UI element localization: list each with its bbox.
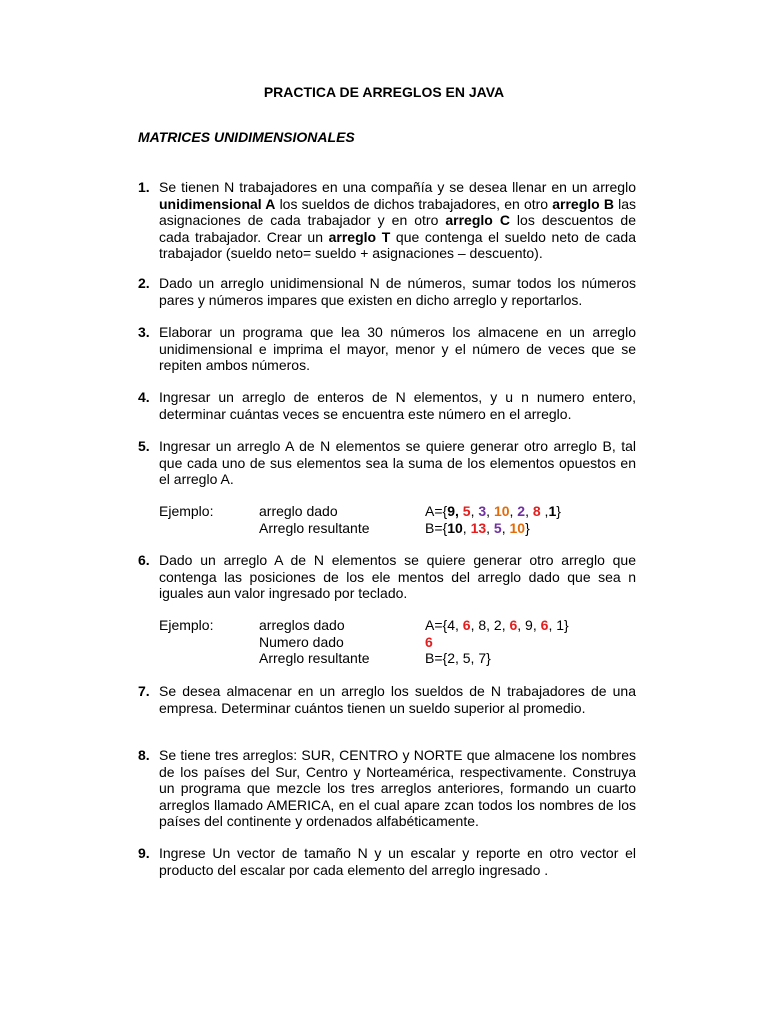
exercise-number: 7.: [138, 683, 150, 699]
exercise-6: [138, 552, 636, 602]
exercise-3: [138, 324, 636, 374]
exercise-number: 4.: [138, 389, 150, 405]
exercise-text: Dado un arreglo unidimensional N de números, sumar todos los números pares y números impares que existen en dicho arreglo y reportarlos.: [159, 275, 636, 308]
exercise-text: Ingresar un arreglo de enteros de N elementos, y u n numero entero, determinar cuántas veces se encuentra este número en el arreglo.: [159, 389, 636, 422]
example-6: [159, 617, 639, 667]
exercise-number: 3.: [138, 324, 150, 340]
exercise-number: 2.: [138, 275, 150, 291]
example-label: Ejemplo:: [159, 617, 214, 633]
exercise-number: 8.: [138, 747, 150, 763]
exercise-number: 9.: [138, 845, 150, 861]
exercise-number: 1.: [138, 179, 150, 195]
exercise-9: [138, 845, 636, 878]
example-label: Ejemplo:: [159, 503, 214, 519]
exercise-1: [138, 179, 636, 262]
example-row-label: Arreglo resultante: [259, 650, 370, 666]
exercise-text: Se desea almacenar en un arreglo los sueldos de N trabajadores de una empresa. Determinar cuántos tienen un sueldo superior al promedio.: [159, 683, 636, 716]
exercise-text: Dado un arreglo A de N elementos se quiere generar otro arreglo que contenga las posiciones de los ele mentos del arreglo dado que sea n iguales aun valor ingresado por teclado.: [159, 552, 636, 601]
exercise-text: Se tiene tres arreglos: SUR, CENTRO y NORTE que almacene los nombres de los países del Sur, Centro y Norteamérica, respectivamente. Construya un programa que mezcle los tres arreglos anteriores, formando un cuarto arreglos llamado AMERICA, en el cual apare zcan todos los nombres de los países del continente y ordenados alfabéticamente.: [159, 747, 636, 829]
page-title: PRACTICA DE ARREGLOS EN JAVA: [263, 84, 505, 100]
example-row-label: Arreglo resultante: [259, 519, 370, 536]
exercise-7: [138, 683, 636, 716]
example-row-label: arreglo dado: [259, 503, 338, 519]
section-subtitle: MATRICES UNIDIMENSIONALES: [138, 129, 355, 145]
exercise-4: [138, 389, 636, 422]
exercise-2: [138, 275, 636, 308]
example-5: [159, 503, 639, 536]
exercise-5: [138, 438, 636, 488]
exercise-8: [138, 747, 636, 830]
array-b-value: B={2, 5, 7}: [425, 650, 491, 666]
array-b-value: B={10, 13, 5, 10}: [425, 519, 530, 536]
exercise-text: Ingresar un arreglo A de N elementos se quiere generar otro arreglo B, tal que cada uno de sus elementos sea la suma de los elementos opuestos en el arreglo A.: [159, 438, 636, 487]
array-a-value: A={4, 6, 8, 2, 6, 9, 6, 1}: [425, 617, 569, 633]
exercise-text: Se tienen N trabajadores en una compañía y se desea llenar en un arreglo unidimensional A los sueldos de dichos trabajadores, en otro arreglo B las asignaciones de cada trabajador y en otro arreglo C los descuentos de cada trabajador. Crear un arreglo T que contenga el sueldo neto de cada trabajador (sueldo neto= sueldo + asignaciones – descuento).: [159, 179, 636, 261]
exercise-number: 6.: [138, 552, 150, 568]
array-a-value: A={9, 5, 3, 10, 2, 8 ,1}: [425, 503, 561, 519]
number-value: 6: [425, 633, 433, 650]
example-row-label: Numero dado: [259, 633, 344, 650]
exercise-text: Elaborar un programa que lea 30 números los almacene en un arreglo unidimensional e imprima el mayor, menor y el número de veces que se repiten ambos números.: [159, 324, 636, 373]
exercise-text: Ingrese Un vector de tamaño N y un escalar y reporte en otro vector el producto del escalar por cada elemento del arreglo ingresado .: [159, 845, 636, 878]
example-row-label: arreglos dado: [259, 617, 345, 633]
exercise-number: 5.: [138, 438, 150, 454]
